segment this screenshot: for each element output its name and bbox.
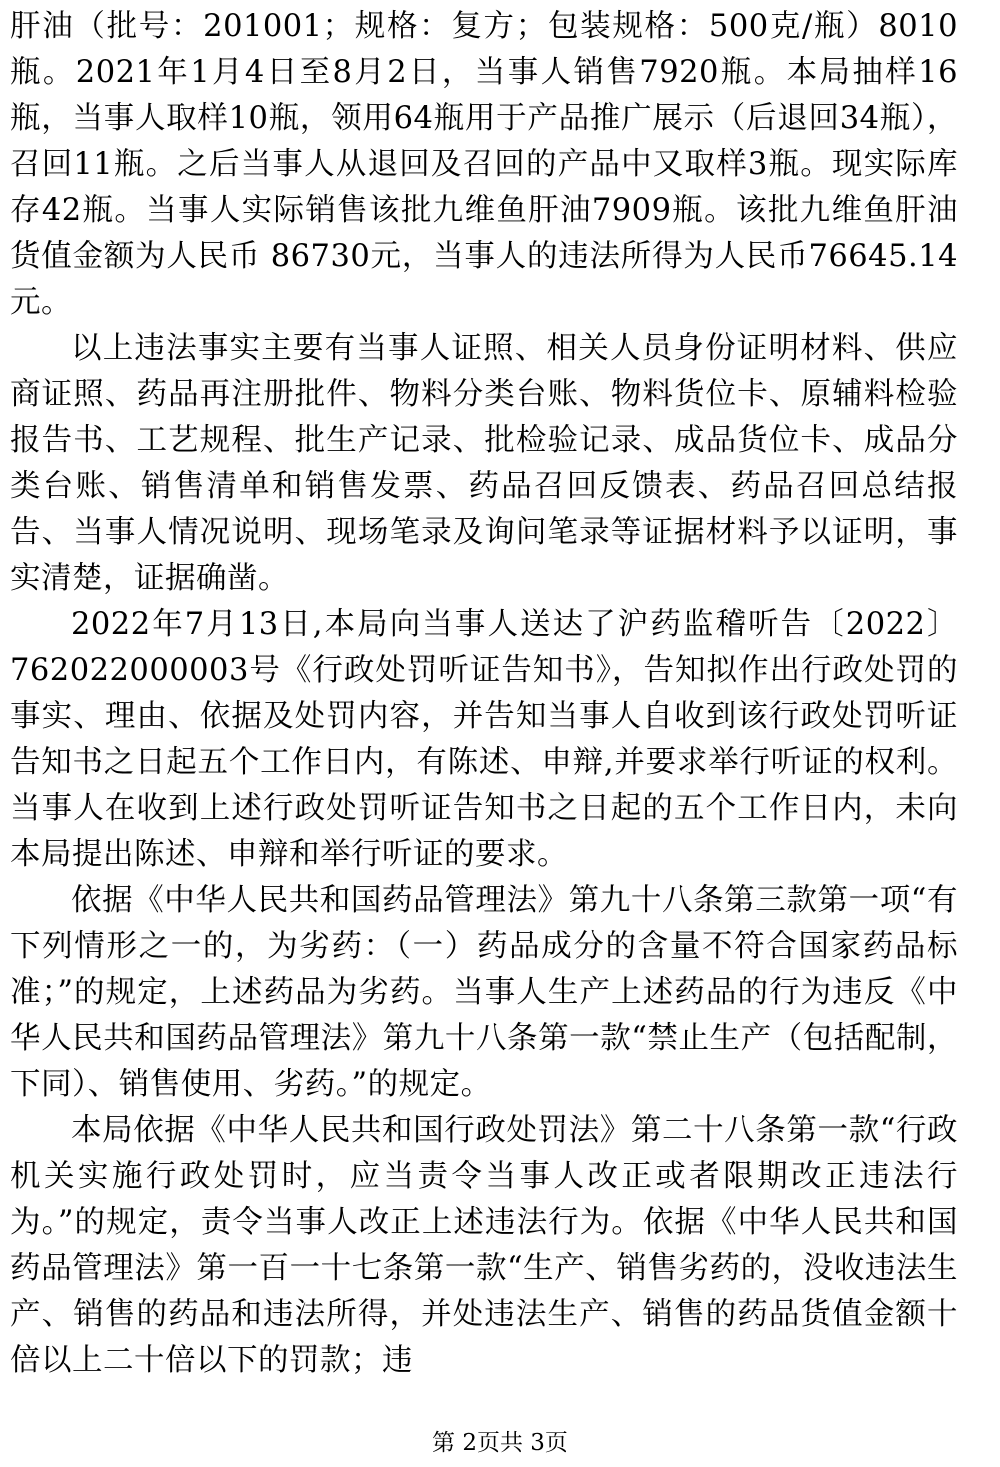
page-number-footer: 第 2页共 3页 — [432, 1430, 568, 1456]
document-body — [10, 4, 958, 1384]
paragraph-5: 本局依据《中华人民共和国行政处罚法》第二十八条第一款“行政机关实施行政处罚时，应当责令当事人改正或者限期改正违法行为。”的规定，责令当事人改正上述违法行为。依据《中华人民共和国药品管理法》第一百一十七条第一款“生产、销售劣药的，没收违法生产、销售的药品和违法所得，并处违法生产、销售的药品货值金额十倍以上二十倍以下的罚款；违 — [10, 1113, 958, 1378]
paragraph-2: 以上违法事实主要有当事人证照、相关人员身份证明材料、供应商证照、药品再注册批件、物料分类台账、物料货位卡、原辅料检验报告书、工艺规程、批生产记录、批检验记录、成品货位卡、成品分类台账、销售清单和销售发票、药品召回反馈表、药品召回总结报告、当事人情况说明、现场笔录及询问笔录等证据材料予以证明，事实清楚，证据确凿。 — [10, 331, 958, 596]
paragraph-1: 肝油（批号：201001；规格：复方；包装规格：500克/瓶）8010瓶。2021年1月4日至8月2日，当事人销售7920瓶。本局抽样16瓶，当事人取样10瓶，领用64瓶用于产品推广展示（后退回34瓶），召回11瓶。之后当事人从退回及召回的产品中又取样3瓶。现实际库存42瓶。当事人实际销售该批九维鱼肝油7909瓶。该批九维鱼肝油货值金额为人民币 86730元，当事人的违法所得为人民币76645.14元。 — [10, 9, 958, 320]
paragraph-4: 依据《中华人民共和国药品管理法》第九十八条第三款第一项“有下列情形之一的，为劣药：（一）药品成分的含量不符合国家药品标准；”的规定，上述药品为劣药。当事人生产上述药品的行为违反《中华人民共和国药品管理法》第九十八条第一款“禁止生产（包括配制，下同）、销售使用、劣药。”的规定。 — [10, 883, 958, 1102]
paragraph-3: 2022年7月13日,本局向当事人送达了沪药监稽听告〔2022〕762022000003号《行政处罚听证告知书》，告知拟作出行政处罚的事实、理由、依据及处罚内容，并告知当事人自收到该行政处罚听证告知书之日起五个工作日内，有陈述、申辩,并要求举行听证的权利。当事人在收到上述行政处罚听证告知书之日起的五个工作日内，未向本局提出陈述、申辩和举行听证的要求。 — [10, 607, 958, 872]
